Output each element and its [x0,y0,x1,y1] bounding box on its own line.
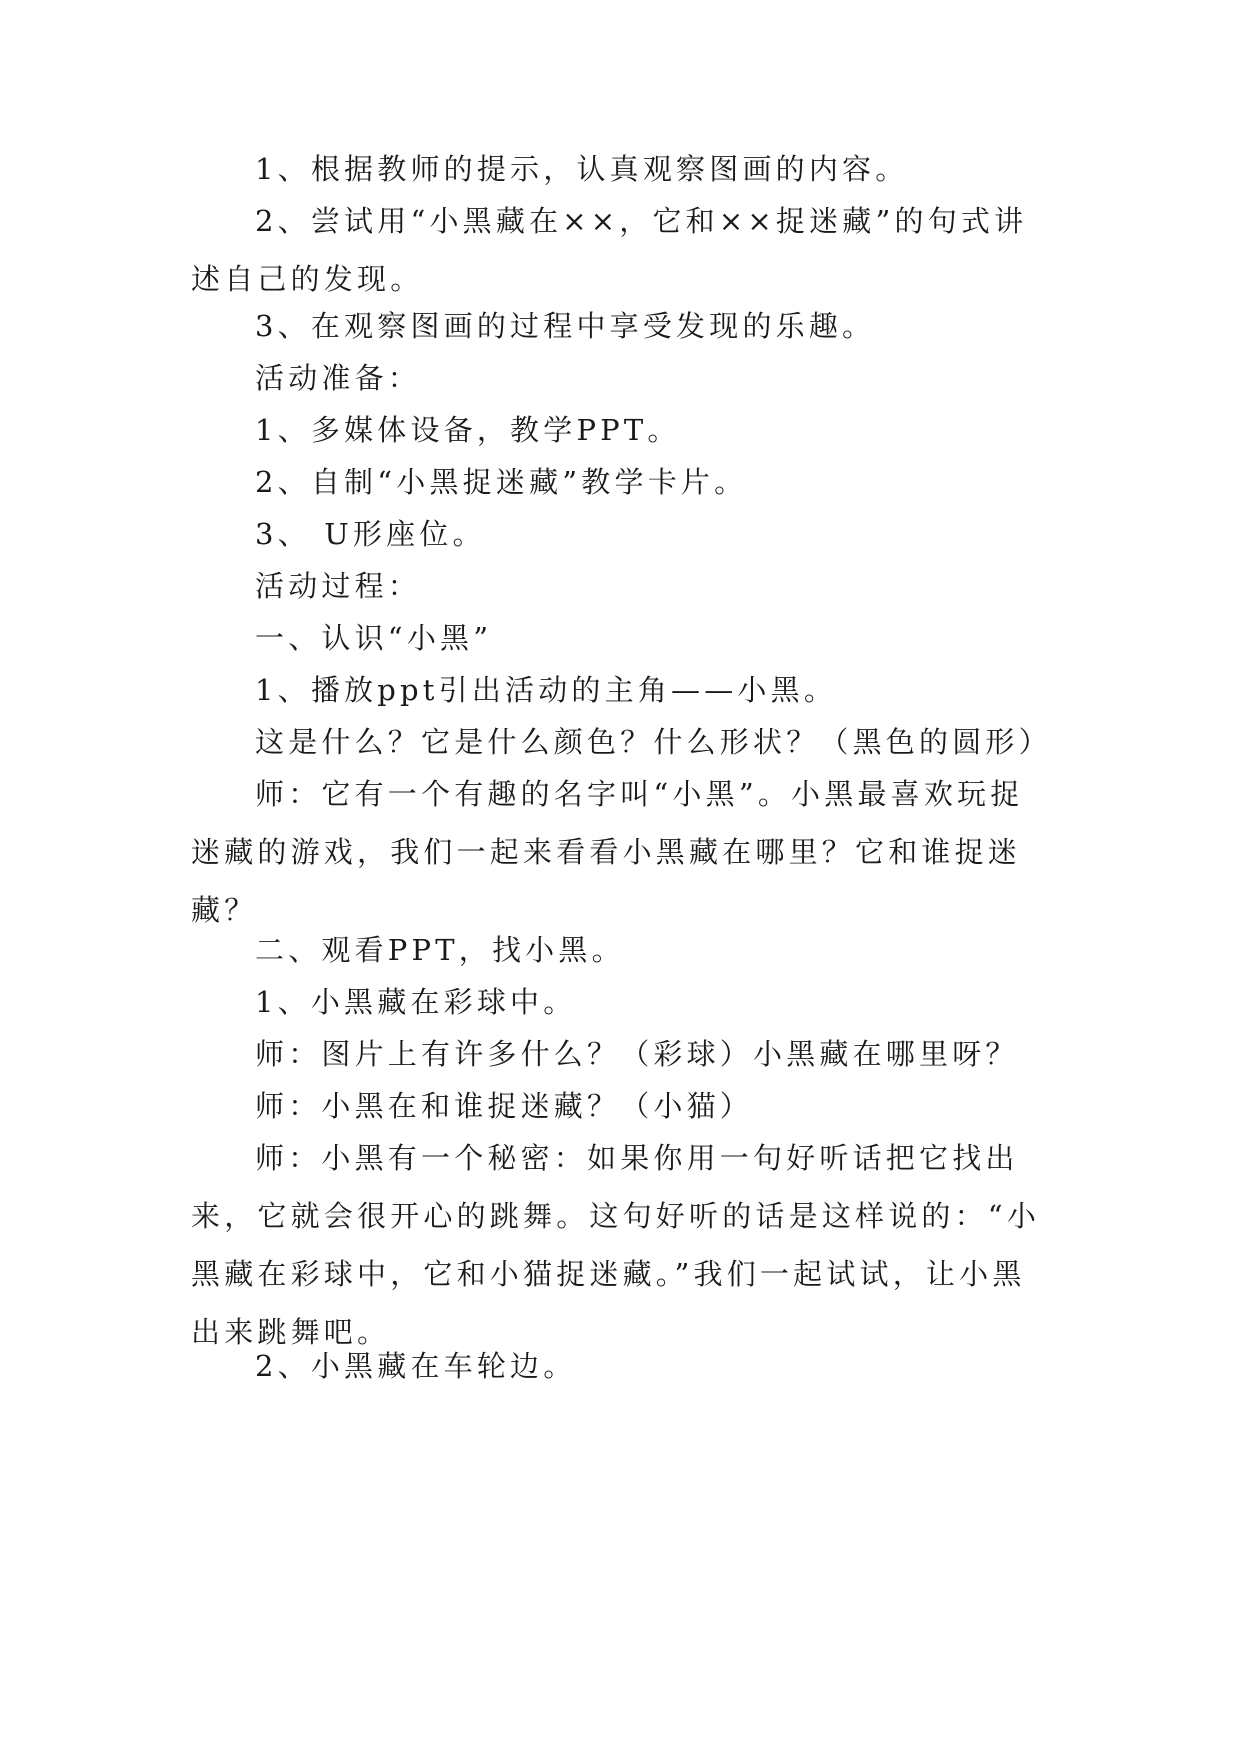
heading-process: 活动过程： [255,569,422,603]
paragraph-goal-2: 2、尝试用“小黑藏在××，它和××捉迷藏”的句式讲述自己的发现。 [191,204,1028,296]
paragraph-teacher-intro: 师：它有一个有趣的名字叫“小黑”。小黑最喜欢玩捉迷藏的游戏，我们一起来看看小黑藏在哪里？它和谁捉迷藏？ [191,777,1024,927]
paragraph-goal-3: 3、在观察图画的过程中享受发现的乐趣。 [255,309,876,343]
heading-preparation: 活动准备： [255,361,422,395]
paragraph-teacher-q2: 师：小黑在和谁捉迷藏？（小猫） [255,1089,754,1123]
paragraph-teacher-secret: 师：小黑有一个秘密：如果你用一句好听话把它找出来，它就会很开心的跳舞。这句好听的话是这样说的：“小黑藏在彩球中，它和小猫捉迷藏。”我们一起试试，让小黑出来跳舞吧。 [191,1141,1041,1349]
paragraph-question: 这是什么？它是什么颜色？什么形状？（黑色的圆形） [255,725,1052,759]
paragraph-step-2-1: 1、小黑藏在彩球中。 [255,985,577,1019]
paragraph-goal-1: 1、根据教师的提示，认真观察图画的内容。 [255,152,909,186]
paragraph-prep-3: 3、 U形座位。 [255,517,486,551]
paragraph-step-1-1: 1、播放ppt引出活动的主角——小黑。 [255,673,838,707]
paragraph-step-2-2: 2、小黑藏在车轮边。 [255,1349,577,1383]
heading-step-2: 二、观看PPT，找小黑。 [255,933,625,967]
paragraph-teacher-q1: 师：图片上有许多什么？（彩球）小黑藏在哪里呀？ [255,1037,1019,1071]
paragraph-prep-2: 2、自制“小黑捉迷藏”教学卡片。 [255,465,748,499]
paragraph-prep-1: 1、多媒体设备，教学PPT。 [255,413,681,447]
heading-step-1: 一、认识“小黑” [255,621,493,655]
